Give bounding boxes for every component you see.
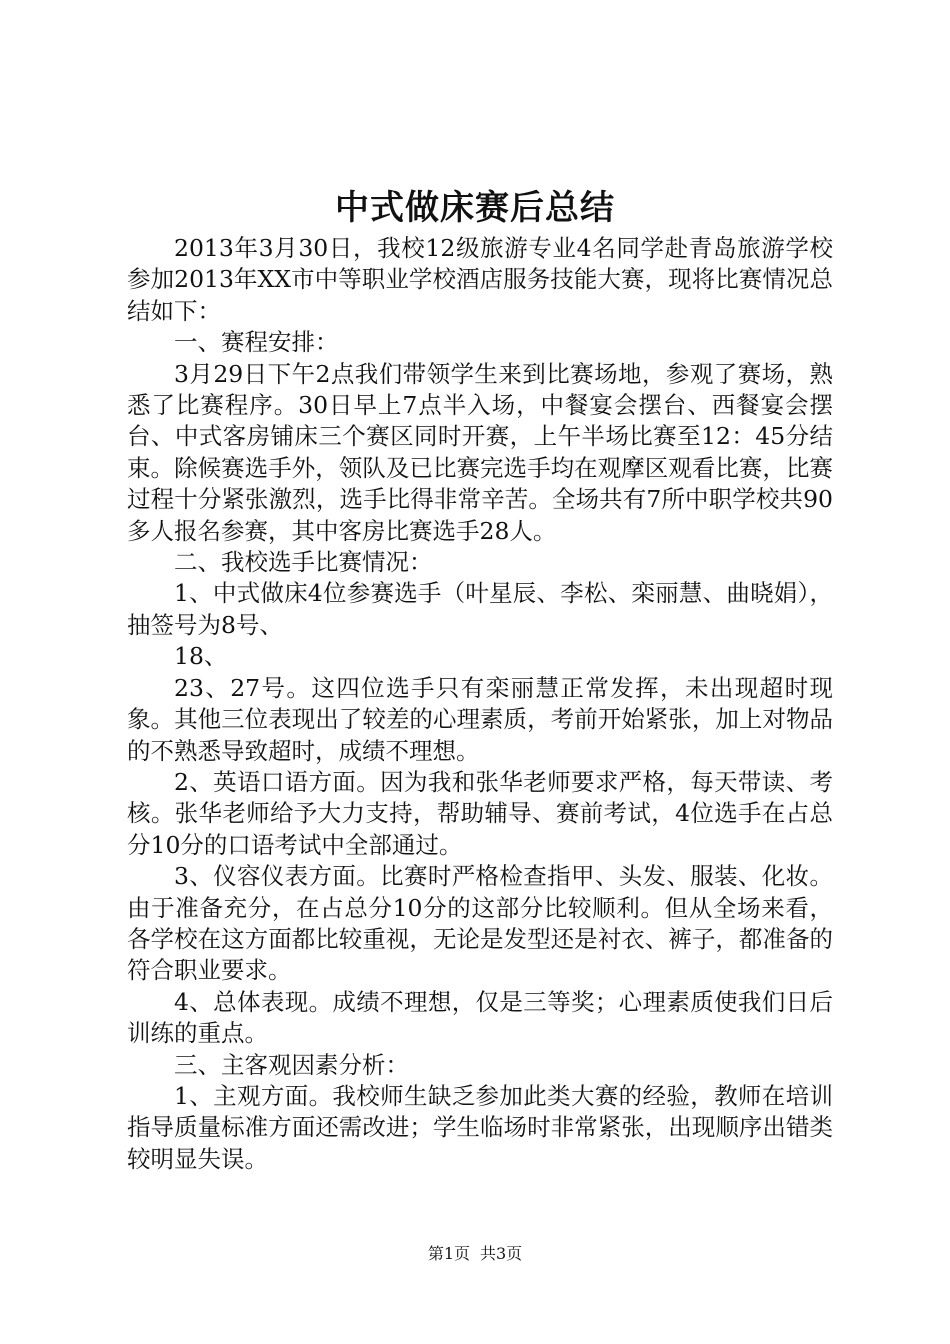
section-heading-schedule: 一、赛程安排： bbox=[174, 328, 339, 357]
section-heading-results: 二、我校选手比赛情况： bbox=[174, 548, 433, 577]
paragraph-schedule: 3月29日下午2点我们带领学生来到比赛场地，参观了赛场，熟悉了比赛程序。30日早上7点半入场，中餐宴会摆台、西餐宴会摆台、中式客房铺床三个赛区同时开赛，上午半场比赛至12：45分结束。除候赛选手外，领队及已比赛完选手均在观摩区观看比赛，比赛过程十分紧张激烈，选手比得非常辛苦。全场共有7所中职学校共90多人报名参赛，其中客房比赛选手28人。 bbox=[127, 359, 833, 545]
page-number: 第1页 bbox=[427, 1244, 470, 1263]
page-total: 共3页 bbox=[480, 1244, 523, 1263]
paragraph-intro: 2013年3月30日，我校12级旅游专业4名同学赴青岛旅游学校参加2013年XX市中等职业学校酒店服务技能大赛，现将比赛情况总结如下： bbox=[127, 234, 833, 325]
page-footer bbox=[0, 1242, 950, 1266]
document-title: 中式做床赛后总结 bbox=[335, 188, 615, 228]
paragraph-number-18: 18、 bbox=[174, 642, 228, 671]
paragraph-numbers-23-27: 23、27号。这四位选手只有栾丽慧正常发挥，未出现超时现象。其他三位表现出了较差的心理素质，考前开始紧张，加上对物品的不熟悉导致超时，成绩不理想。 bbox=[127, 673, 833, 765]
section-heading-analysis: 三、主客观因素分析： bbox=[174, 1050, 409, 1079]
paragraph-bedmaking: 1、中式做床4位参赛选手（叶星辰、李松、栾丽慧、曲晓娟），抽签号为8号、 bbox=[127, 579, 833, 639]
paragraph-appearance: 3、仪容仪表方面。比赛时严格检查指甲、头发、服装、化妆。由于准备充分，在占总分10分的这部分比较顺利。但从全场来看，各学校在这方面都比较重视，无论是发型还是衬衣、裤子，都准备的符合职业要求。 bbox=[127, 862, 833, 985]
paragraph-overall: 4、总体表现。成绩不理想，仅是三等奖；心理素质使我们日后训练的重点。 bbox=[127, 987, 833, 1048]
paragraph-english: 2、英语口语方面。因为我和张华老师要求严格，每天带读、考核。张华老师给予大力支持，帮助辅导、赛前考试，4位选手在占总分10分的口语考试中全部通过。 bbox=[127, 767, 833, 859]
document-body bbox=[127, 233, 833, 1175]
paragraph-subjective: 1、主观方面。我校师生缺乏参加此类大赛的经验，教师在培训指导质量标准方面还需改进；学生临场时非常紧张，出现顺序出错类较明显失误。 bbox=[127, 1081, 833, 1173]
